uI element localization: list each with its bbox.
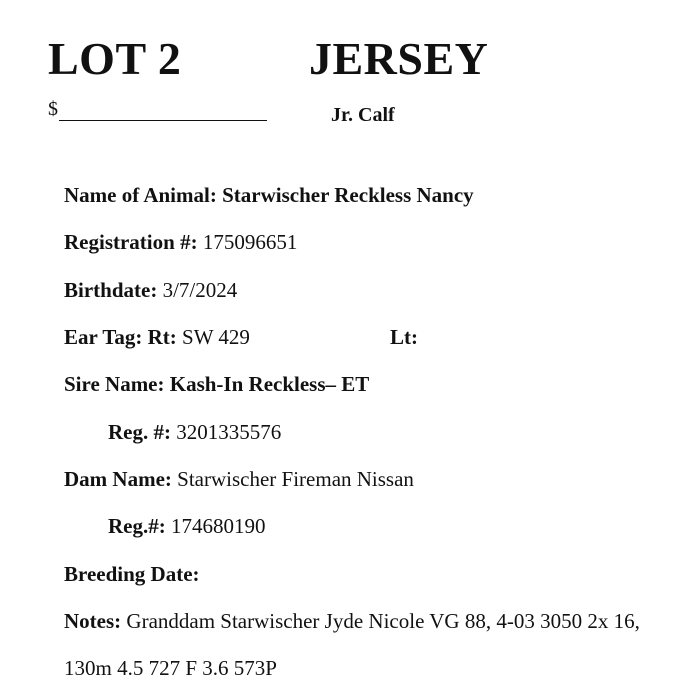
dollar-sign: $ xyxy=(48,98,58,120)
notes-row xyxy=(64,609,640,634)
price-field xyxy=(48,98,267,121)
dam-value: Starwischer Fireman Nissan xyxy=(177,467,414,491)
notes-label: Notes: xyxy=(64,609,122,633)
breed-title: JERSEY xyxy=(309,33,489,84)
sire-reg-row xyxy=(108,420,281,445)
notes-line-1: Granddam Starwischer Jyde Nicole VG 88, 4-03 3050 2x 16, xyxy=(126,609,640,633)
sire-value: Kash-In Reckless– ET xyxy=(169,372,370,396)
lot-number: LOT 2 xyxy=(48,33,182,84)
sire-label: Sire Name: xyxy=(64,372,165,396)
birthdate-value: 3/7/2024 xyxy=(162,278,238,302)
breeding-date-label: Breeding Date: xyxy=(64,562,200,586)
notes-row-continued xyxy=(64,656,277,681)
birthdate-row xyxy=(64,278,237,303)
birthdate-label: Birthdate: xyxy=(64,278,158,302)
class-label: Jr. Calf xyxy=(331,104,395,126)
dam-row xyxy=(64,467,414,492)
dam-reg-value: 174680190 xyxy=(170,514,266,538)
breeding-date-row xyxy=(64,562,200,587)
ear-tag-lt-label: Lt: xyxy=(390,325,418,349)
registration-value: 175096651 xyxy=(202,230,298,254)
animal-name-row xyxy=(64,183,474,208)
notes-line-2: 130m 4.5 727 F 3.6 573P xyxy=(64,656,277,680)
registration-row xyxy=(64,230,297,255)
ear-tag-label: Ear Tag: Rt: xyxy=(64,325,177,349)
sire-reg-value: 3201335576 xyxy=(176,420,282,444)
registration-label: Registration #: xyxy=(64,230,198,254)
price-blank-line xyxy=(59,100,267,121)
dam-reg-row xyxy=(108,514,265,539)
ear-tag-row xyxy=(64,325,464,350)
ear-tag-rt-value: SW 429 xyxy=(182,325,250,349)
animal-name-label: Name of Animal: xyxy=(64,183,217,207)
sire-row xyxy=(64,372,369,397)
sire-reg-label: Reg. #: xyxy=(108,420,171,444)
animal-name-value: Starwischer Reckless Nancy xyxy=(222,183,474,207)
dam-label: Dam Name: xyxy=(64,467,172,491)
dam-reg-label: Reg.#: xyxy=(108,514,166,538)
